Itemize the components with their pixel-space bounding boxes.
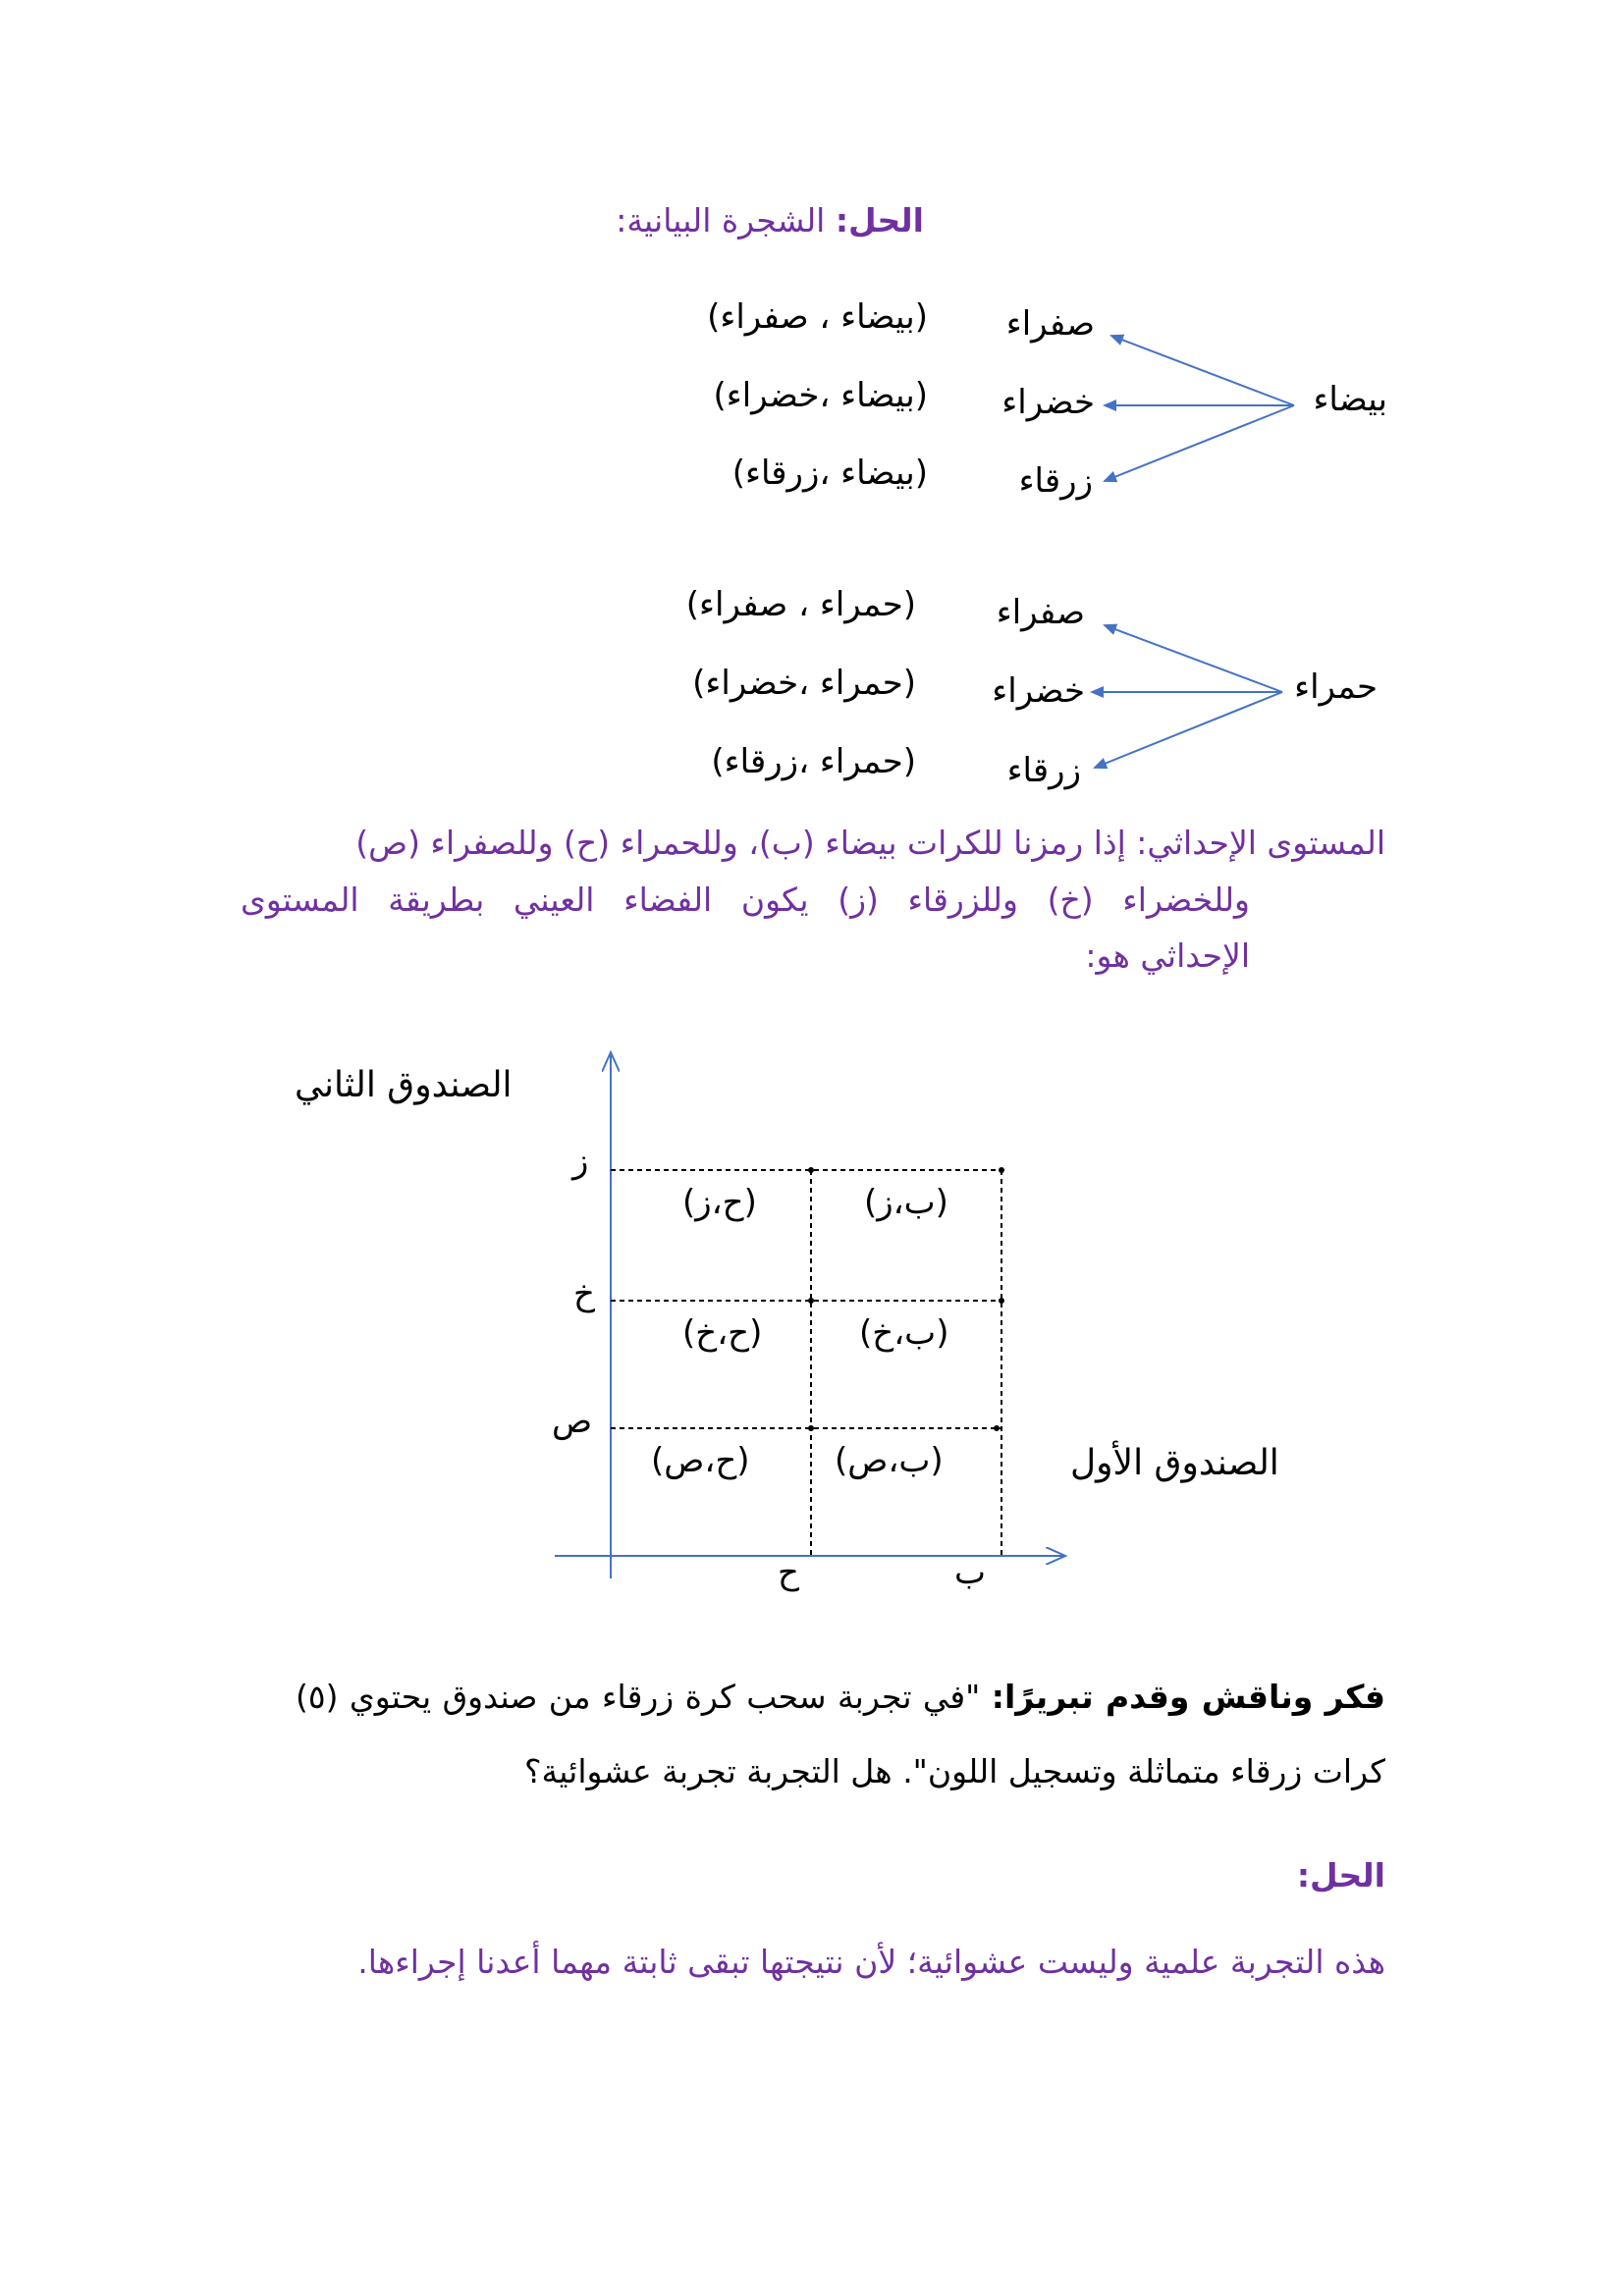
tree-branch-red-blue: زرقاء bbox=[1006, 751, 1081, 790]
y-tick-yellow: ص bbox=[552, 1402, 593, 1441]
outcome-white-blue: (بيضاء ،زرقاء) bbox=[731, 454, 928, 493]
tree-branch-white-green: خضراء bbox=[1001, 383, 1095, 422]
grid-point bbox=[999, 1167, 1004, 1173]
y-tick-green: خ bbox=[573, 1274, 595, 1313]
outcome-white-yellow: (بيضاء ، صفراء) bbox=[707, 297, 928, 337]
outcome-red-yellow: (حمراء ، صفراء) bbox=[685, 585, 916, 624]
x-tick-red: ح bbox=[778, 1553, 799, 1592]
tree-root-red: حمراء bbox=[1294, 667, 1378, 707]
tree-root-white: بيضاء bbox=[1313, 380, 1387, 419]
coordinate-line-2: وللخضراء (خ) وللزرقاء (ز) يكون الفضاء العيني بطريقة المستوى bbox=[241, 881, 1250, 919]
coordinate-line-1: المستوى الإحداثي: إذا رمزنا للكرات بيضاء (ب)، وللحمراء (ح) وللصفراء (ص) bbox=[355, 824, 1385, 862]
tree-branch-white-blue: زرقاء bbox=[1018, 461, 1093, 501]
tree-branch-red-green: خضراء bbox=[992, 671, 1085, 711]
answer-label: الحل: bbox=[1296, 1856, 1385, 1895]
solution-label: الحل: bbox=[835, 201, 924, 240]
tree-branch-red-yellow: صفراء bbox=[996, 593, 1085, 632]
outcome-red-green: (حمراء ،خضراء) bbox=[692, 664, 916, 703]
think-line-2: كرات زرقاء متماثلة وتسجيل اللون". هل التجربة تجربة عشوائية؟ bbox=[524, 1752, 1385, 1790]
y-axis-title: الصندوق الثاني bbox=[295, 1065, 513, 1105]
coordinate-line-3: الإحداثي هو: bbox=[1085, 936, 1250, 975]
x-tick-white: ب bbox=[954, 1553, 987, 1592]
tree-heading: الشجرة البيانية: bbox=[616, 201, 826, 240]
cell-white-yellow: (ب،ص) bbox=[835, 1441, 944, 1480]
grid-point bbox=[808, 1425, 814, 1431]
x-axis-title: الصندوق الأول bbox=[1070, 1443, 1279, 1483]
grid-point bbox=[994, 1425, 1000, 1431]
think-label: فكر وناقش وقدم تبريرًا: bbox=[991, 1678, 1385, 1716]
answer-text: هذه التجربة علمية وليست عشوائية؛ لأن نتيجتها تبقى ثابتة مهما أعدنا إجراءها. bbox=[357, 1943, 1385, 1981]
cell-red-blue: (ح،ز) bbox=[682, 1183, 757, 1222]
grid-point bbox=[999, 1298, 1004, 1304]
grid-point bbox=[808, 1167, 814, 1173]
think-line-1 bbox=[296, 1669, 1385, 1726]
grid-point bbox=[808, 1298, 814, 1304]
outcome-red-blue: (حمراء ،زرقاء) bbox=[711, 742, 916, 781]
think-question-part-1: "في تجربة سحب كرة زرقاء من صندوق يحتوي (٥) bbox=[296, 1678, 981, 1716]
outcome-white-green: (بيضاء ،خضراء) bbox=[713, 376, 928, 415]
cell-white-blue: (ب،ز) bbox=[864, 1183, 948, 1222]
y-tick-blue: ز bbox=[572, 1142, 589, 1181]
cell-red-yellow: (ح،ص) bbox=[651, 1441, 750, 1480]
cell-red-green: (ح،خ) bbox=[682, 1313, 763, 1353]
tree-branch-white-yellow: صفراء bbox=[1005, 304, 1095, 344]
cell-white-green: (ب،خ) bbox=[859, 1313, 949, 1353]
